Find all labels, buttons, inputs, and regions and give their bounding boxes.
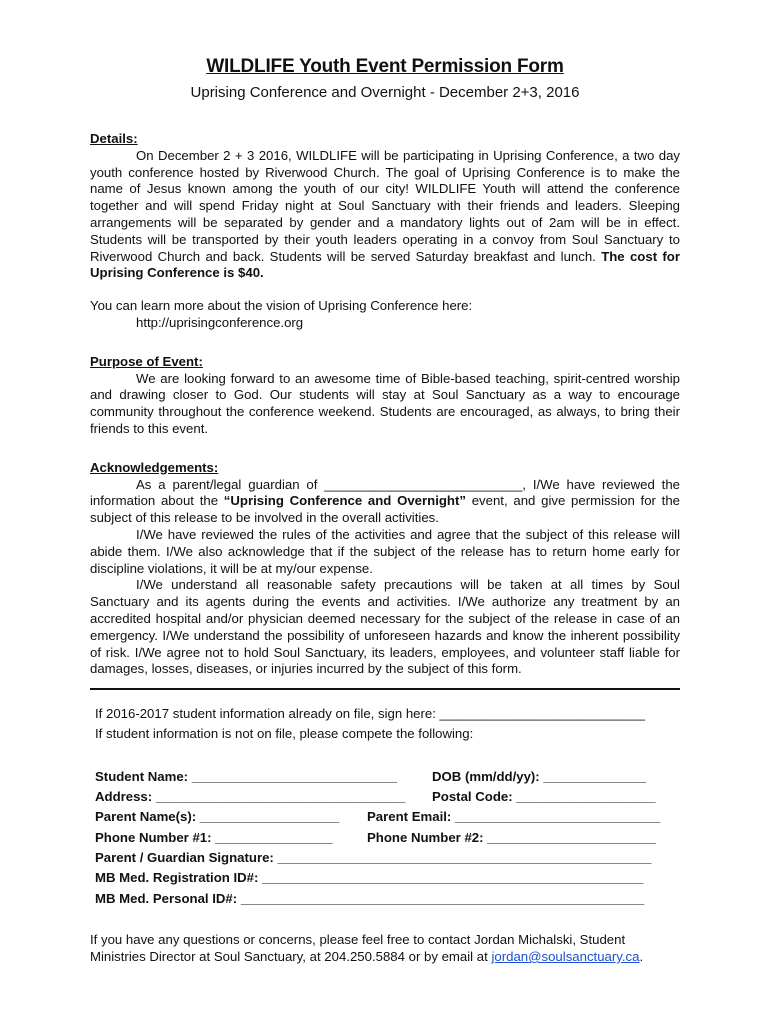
phone-2-field[interactable]: Phone Number #2: _______________________ (367, 829, 656, 845)
acknowledgement-paragraph-1 (90, 477, 680, 527)
purpose-heading: Purpose of Event: (90, 353, 203, 369)
address-field[interactable]: Address: __________________________________ (95, 789, 406, 805)
signature-field[interactable]: Parent / Guardian Signature: ___________________________________________________ (95, 849, 652, 865)
dob-field[interactable]: DOB (mm/dd/yy): ______________ (432, 768, 647, 784)
cost-statement: The cost for Uprising Conference is $40. (90, 248, 680, 281)
mb-registration-field[interactable]: MB Med. Registration ID#: ____________________________________________________ (95, 870, 644, 886)
details-body: On December 2 + 3 2016, WILDLIFE will be participating in Uprising Conference, a two day youth conference hosted by Riverwood Church. The goal of Uprising Conference is to make the name of Jesus known among the youth of our city! WILDLIFE Youth will attend the conference together and will spend Friday night at Soul Sanctuary with their friends and leaders. Sleeping arrangements will be separated by gender and a mandatory lights out of 2am will be in effect. Students will be transported by their youth leaders operating in a convoy from Soul Sanctuary to Riverwood Church and back. Students will be served Saturday breakfast and lunch. (90, 147, 680, 264)
form-title: WILDLIFE Youth Event Permission Form (206, 56, 564, 77)
acknowledgement-paragraph-3: I/We understand all reasonable safety precautions will be taken at all times by Soul Sanctuary and its agents during the events and activities. I/We authorize any treatment by an accredited hospital and/or physician deemed necessary for the subject of the release in case of an emergency. I/We understand the possibility of unforeseen hazards and know the inherent possibility of risk. I/We agree not to hold Soul Sanctuary, its leaders, employees, and volunteer staff liable for damages, losses, diseases, or injuries incurred by the subject of this form. (90, 577, 680, 677)
footer-text: If you have any questions or concerns, please feel free to contact Jordan Michalski, Student Ministries Director at Soul Sanctuary, at 204.250.5884 or by email at (90, 932, 626, 964)
field-row-2 (95, 786, 680, 806)
field-row-3 (95, 807, 680, 827)
ack-event-name: “Uprising Conference and Overnight” (223, 493, 466, 509)
vision-url: http://uprisingconference.org (136, 314, 304, 330)
parent-names-field[interactable]: Parent Name(s): ___________________ (95, 809, 340, 825)
field-row-1 (95, 766, 680, 786)
contact-footer (90, 932, 680, 966)
student-name-field[interactable]: Student Name: ____________________________ (95, 768, 398, 784)
file-info-instruction: If student information is not on file, please compete the following: (95, 726, 474, 742)
acknowledgements-heading: Acknowledgements: (90, 459, 219, 475)
section-divider (90, 688, 680, 690)
details-paragraph (90, 148, 680, 282)
footer-end: . (639, 948, 644, 964)
ack-p1-before: As a parent/legal guardian of ___________________________, I/We have reviewed the information about the (90, 476, 680, 509)
vision-intro: You can learn more about the vision of Uprising Conference here: (90, 298, 473, 314)
file-info-sign-line[interactable]: If 2016-2017 student information already on file, sign here: ____________________________ (95, 706, 645, 722)
ack-p1-after: event, and give permission for the subject of this release to be involved in the overall activities. (90, 493, 680, 526)
phone-1-field[interactable]: Phone Number #1: ________________ (95, 829, 333, 845)
field-row-4 (95, 827, 680, 847)
permission-form-page (90, 56, 680, 966)
mb-personal-field[interactable]: MB Med. Personal ID#: _______________________________________________________ (95, 890, 645, 906)
file-info-block (95, 704, 680, 744)
purpose-paragraph: We are looking forward to an awesome time of Bible-based teaching, spirit-centred worship and drawing closer to God. Our students will stay at Soul Sanctuary as a way to encourage community throughout the conference weekend. Students are encouraged, as always, to bring their friends to this event. (90, 370, 680, 436)
form-subtitle: Uprising Conference and Overnight - December 2+3, 2016 (190, 84, 580, 101)
student-fields (95, 766, 680, 908)
details-heading: Details: (90, 131, 138, 146)
contact-email-link[interactable]: jordan@soulsanctuary.ca (491, 948, 640, 964)
acknowledgement-paragraph-2: I/We have reviewed the rules of the activities and agree that the subject of this release will abide them. I/We also acknowledge that if the subject of the release has to return home early for discipline violations, it will be at my/our expense. (90, 526, 680, 576)
postal-code-field[interactable]: Postal Code: ___________________ (432, 789, 656, 805)
parent-email-field[interactable]: Parent Email: ____________________________ (367, 809, 661, 825)
